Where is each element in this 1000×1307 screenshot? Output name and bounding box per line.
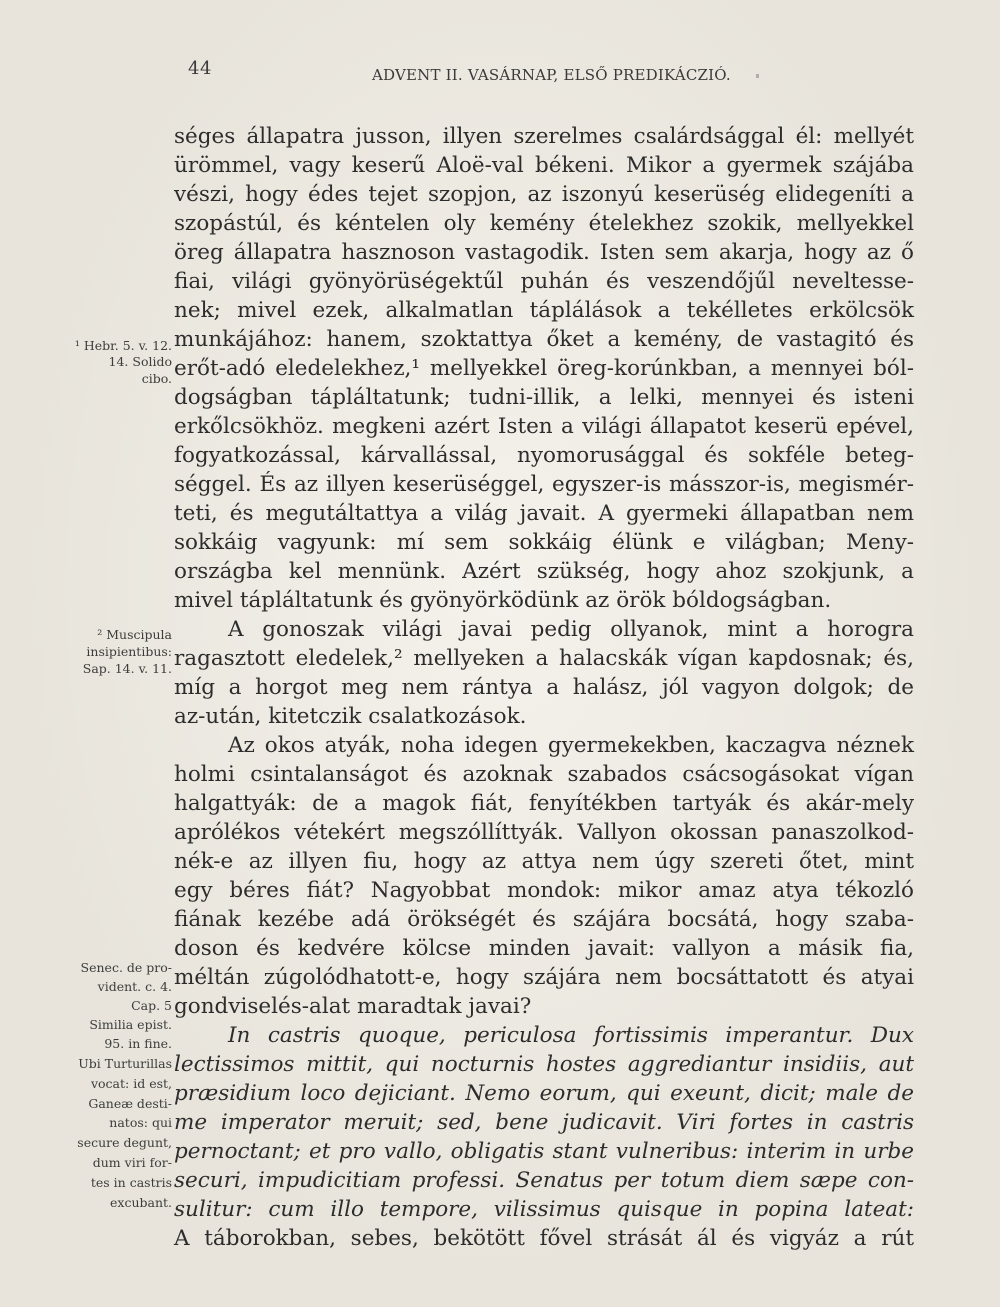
margin-note: Ganeæ desti-	[88, 1096, 172, 1111]
body-line: séggel. És az illyen keserüséggel, egyszer-is másszor-is, megismér-	[174, 472, 914, 497]
margin-note: 95. in fine.	[104, 1036, 172, 1051]
latin-quote-line: me imperator meruit; sed, bene judicavit. Viri fortes in castris	[174, 1110, 914, 1135]
margin-note: 14. Solido	[108, 354, 172, 369]
body-line: A táborokban, sebes, bekötött fővel strását ál és vigyáz a rút	[174, 1226, 914, 1251]
body-line: munkájához: hanem, szoktattya őket a kemény, de vastagitó és	[174, 327, 914, 352]
body-line: doson és kedvére kölcse minden javait: vallyon a másik fia,	[174, 936, 914, 961]
margin-note: vident. c. 4.	[97, 979, 172, 994]
body-line: öreg állapatra hasznoson vastagodik. Isten sem akarja, hogy az ő	[174, 240, 914, 265]
margin-note: Cap. 5	[131, 998, 172, 1013]
latin-quote-line: securi, impudicitiam professi. Senatus per totum diem sæpe con-	[174, 1168, 914, 1193]
body-line: teti, és megutáltattya a világ javait. A gyermeki állapatban nem	[174, 501, 914, 526]
body-line: sokkáig vagyunk: mí sem sokkáig élünk e világban; Meny-	[174, 530, 914, 555]
body-line: Az okos atyák, noha idegen gyermekekben, kaczagva néznek	[228, 733, 914, 758]
latin-quote-line: pernoctant; et pro vallo, obligatis stant vulneribus: interim in urbe	[174, 1139, 914, 1164]
body-line: az-után, kitetczik csalatkozások.	[174, 704, 527, 729]
body-line: fiának kezébe adá örökségét és szájára bocsátá, hogy szaba-	[174, 907, 914, 932]
margin-note: Similia epist.	[89, 1017, 172, 1032]
margin-note: vocat: id est,	[90, 1076, 172, 1091]
running-head: ADVENT II. VASÁRNAP, ELSŐ PREDIKÁCZIÓ.	[372, 66, 731, 84]
margin-note: insipientibus:	[86, 644, 172, 659]
body-line: dogságban tápláltatunk; tudni-illik, a lelki, mennyei és isteni	[174, 385, 914, 410]
latin-quote-line: In castris quoque, periculosa fortissimis imperantur. Dux	[228, 1023, 914, 1048]
body-line: egy béres fiát? Nagyobbat mondok: mikor amaz atya tékozló	[174, 878, 914, 903]
body-line: míg a horgot meg nem rántya a halász, jól vagyon dolgok; de	[174, 675, 914, 700]
body-line: A gonoszak világi javai pedig ollyanok, mint a horogra	[228, 617, 914, 642]
body-line: halgattyák: de a magok fiát, fenyítékben tartyák és akár-mely	[174, 791, 914, 816]
margin-note: Ubi Turturillas	[78, 1056, 172, 1071]
margin-note: ² Muscipula	[97, 627, 172, 642]
page-number: 44	[188, 58, 212, 79]
latin-quote-line: sulitur: cum illo tempore, vilissimus quisque in popina lateat:	[174, 1197, 914, 1222]
margin-note: cibo.	[141, 371, 172, 386]
body-line: erkőlcsökhöz. megkeni azért Isten a világi állapatot keserü epével,	[174, 414, 914, 439]
body-line: ragasztott eledelek,² mellyeken a halacskák vígan kapdosnak; és,	[174, 646, 914, 671]
body-line: méltán zúgolódhatott-e, hogy szájára nem bocsáttatott és atyai	[174, 965, 914, 990]
body-line: országba kel mennünk. Azért szükség, hogy ahoz szokjunk, a	[174, 559, 914, 584]
latin-quote-line: lectissimos mittit, qui nocturnis hostes aggrediantur insidiis, aut	[174, 1052, 914, 1077]
ink-speck	[756, 74, 759, 78]
body-line: ürömmel, vagy keserű Aloë-val békeni. Mikor a gyermek szájába	[174, 153, 914, 178]
margin-note: excubant.	[110, 1195, 172, 1210]
margin-note: tes in castris	[90, 1175, 172, 1190]
margin-note: Senec. de pro-	[80, 960, 172, 975]
body-line: nék-e az illyen fiu, hogy az attya nem úgy szereti őtet, mint	[174, 849, 914, 874]
margin-note: Sap. 14. v. 11.	[82, 661, 172, 676]
body-line: szopástúl, és kéntelen oly kemény ételekhez szokik, mellyekkel	[174, 211, 914, 236]
body-line: nek; mivel ezek, alkalmatlan táplálások a tekélletes erkölcsök	[174, 298, 914, 323]
body-line: vészi, hogy édes tejet szopjon, az iszonyú keserüség elidegeníti a	[174, 182, 914, 207]
body-line: fiai, világi gyönyörüségektűl puhán és veszendőjűl neveltesse-	[174, 269, 914, 294]
body-line: séges állapatra jusson, illyen szerelmes csalárdsággal él: mellyét	[174, 124, 914, 149]
margin-note: dum viri for-	[92, 1155, 172, 1170]
latin-quote-line: præsidium loco dejiciant. Nemo eorum, qui exeunt, dicit; male de	[174, 1081, 914, 1106]
body-line: holmi csintalanságot és azoknak szabados csácsogásokat vígan	[174, 762, 914, 787]
margin-note: ¹ Hebr. 5. v. 12.	[74, 338, 172, 353]
body-line: gondviselés-alat maradtak javai?	[174, 994, 532, 1019]
body-line: mivel tápláltatunk és gyönyörködünk az örök bóldogságban.	[174, 588, 832, 613]
body-line: aprólékos vétekért megszóllíttyák. Vallyon okossan panaszolkod-	[174, 820, 914, 845]
body-line: fogyatkozással, kárvallással, nyomorusággal és sokféle beteg-	[174, 443, 914, 468]
margin-note: natos: qui	[109, 1115, 172, 1130]
body-line: erőt-adó eledelekhez,¹ mellyekkel öreg-korúnkban, a mennyei ból-	[174, 356, 914, 381]
margin-note: secure degunt,	[77, 1135, 172, 1150]
